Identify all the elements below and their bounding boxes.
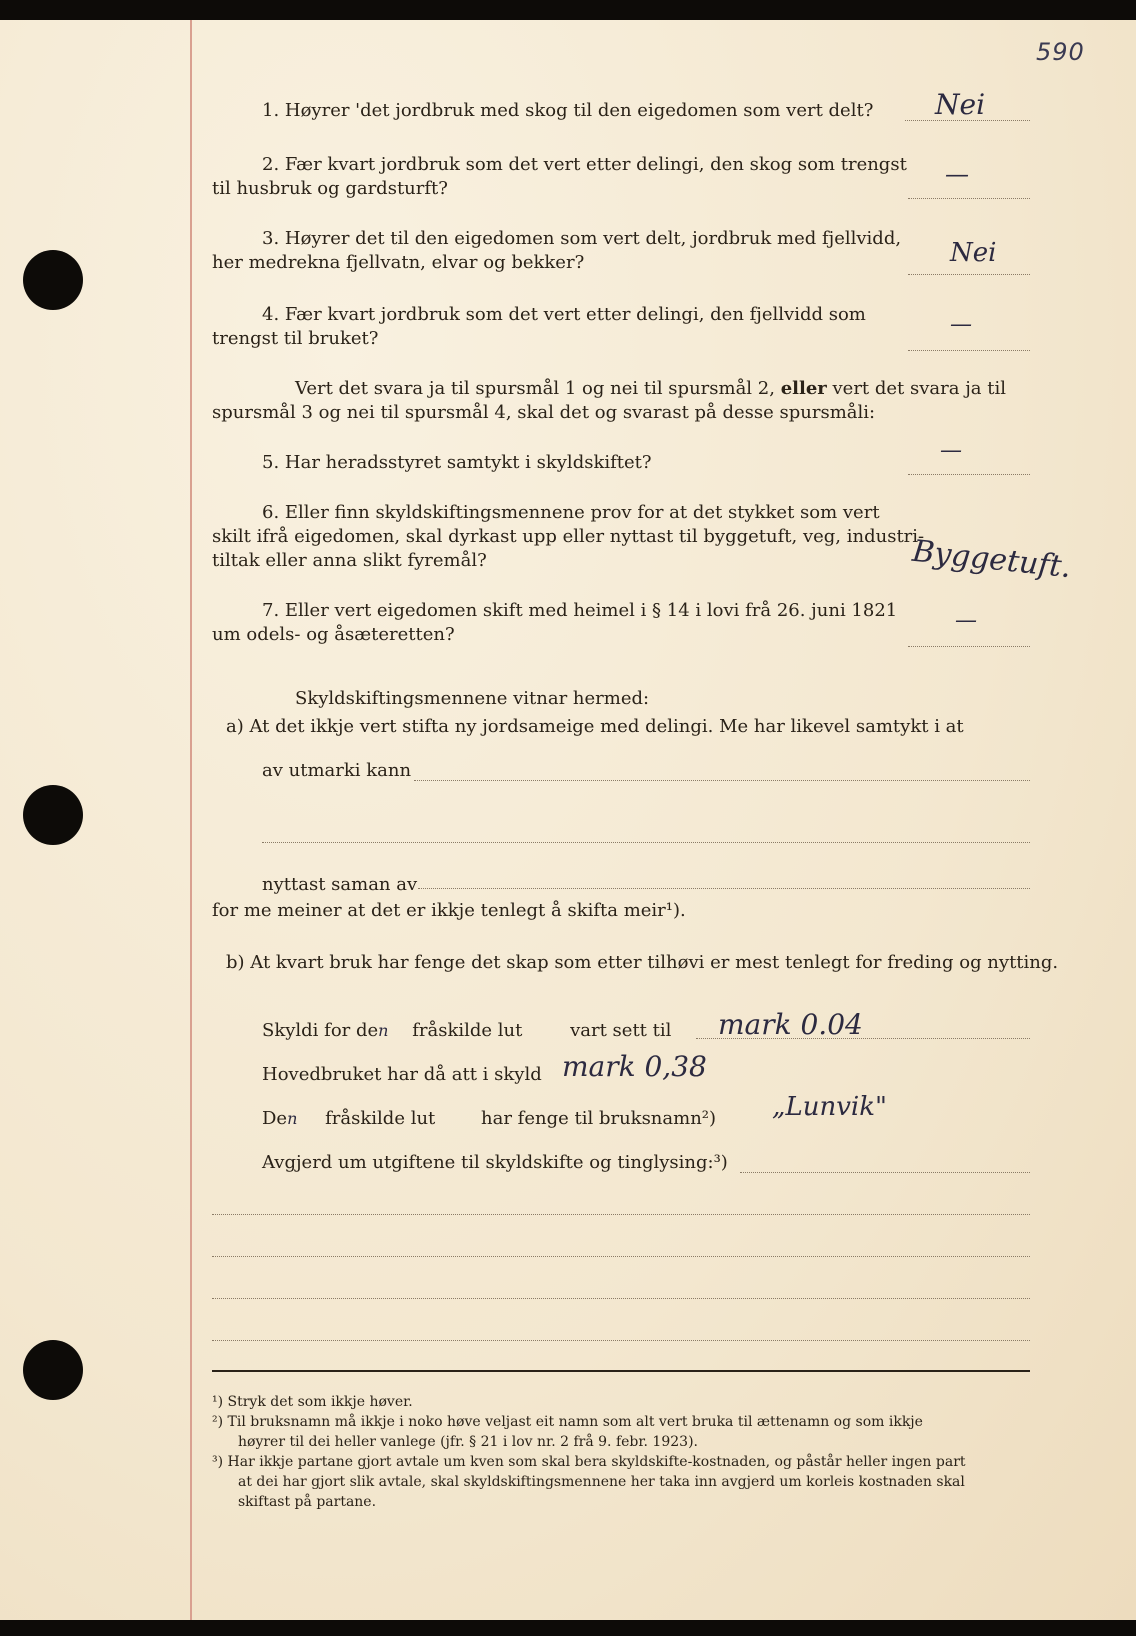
instruction-line1 <box>295 378 1006 400</box>
question-1: 1. Høyrer 'det jordbruk med skog til den eigedomen som vert delt? <box>262 100 874 121</box>
den-label: De <box>262 1108 288 1129</box>
answer-6: Byggetuft. <box>910 533 1073 586</box>
instruction-text: vert det svara ja til <box>832 378 1006 399</box>
bruksnamn-line <box>262 1108 716 1130</box>
document-page <box>0 20 1136 1620</box>
footnote-2-line1: ²) Til bruksnamn må ikkje i noko høve veljast eit namn som alt vert bruka til ættenamn og som ikkje <box>212 1414 923 1430</box>
answer-2: — <box>945 160 969 188</box>
answer-7: — <box>955 608 977 633</box>
den-text: fråskilde lut <box>325 1108 436 1129</box>
fill-line <box>212 1298 1030 1299</box>
question-7-line1: 7. Eller vert eigedomen skift med heimel i § 14 i lovi frå 26. juni 1821 <box>262 600 898 621</box>
footnote-3-line1: ³) Har ikkje partane gjort avtale um kven som skal bera skyldskifte-kostnaden, og påstår heller ingen part <box>212 1454 966 1470</box>
answer-line <box>908 474 1030 475</box>
hovedbruket-label: Hovedbruket har då att i skyld <box>262 1064 542 1085</box>
punch-hole <box>23 1340 83 1400</box>
skyldi-line <box>262 1020 671 1042</box>
question-5: 5. Har heradsstyret samtykt i skyldskiftet? <box>262 452 652 473</box>
answer-1: Nei <box>935 88 986 121</box>
answer-line <box>908 646 1030 647</box>
instruction-emphasis: eller <box>780 378 827 399</box>
den-text: har fenge til bruksnamn²) <box>481 1108 717 1129</box>
avgjerd-label: Avgjerd um utgiftene til skyldskifte og tinglysing:³) <box>262 1152 728 1173</box>
skyldi-text: vart sett til <box>570 1020 672 1041</box>
answer-line <box>908 274 1030 275</box>
skyldi-label: Skyldi for de <box>262 1020 379 1041</box>
page-number: 590 <box>1036 38 1085 66</box>
witness-a-line3: nyttast saman av <box>262 874 418 895</box>
punch-hole <box>23 785 83 845</box>
footnote-3-line2: at dei har gjort slik avtale, skal skyldskiftingsmennene her taka inn avgjerd um korleis kostnaden skal <box>238 1474 965 1490</box>
instruction-line2: spursmål 3 og nei til spursmål 4, skal det og svarast på desse spursmåli: <box>212 402 876 423</box>
question-2-line2: til husbruk og gardsturft? <box>212 178 448 199</box>
answer-5: — <box>940 438 962 463</box>
punch-hole <box>23 250 83 310</box>
footnote-3-line3: skiftast på partane. <box>238 1494 377 1510</box>
question-3-line2: her medrekna fjellvatn, elvar og bekker? <box>212 252 585 273</box>
skyldi-pronoun-handwriting: n <box>378 1021 389 1040</box>
answer-4: — <box>950 312 972 337</box>
hovedbruket-value: mark 0,38 <box>562 1050 707 1083</box>
question-6-line2: skilt ifrå eigedomen, skal dyrkast upp eller nyttast til byggetuft, veg, industri- <box>212 526 925 547</box>
question-7-line2: um odels- og åsæteretten? <box>212 624 455 645</box>
fill-line <box>262 842 1030 843</box>
witness-heading: Skyldskiftingsmennene vitnar hermed: <box>295 688 650 709</box>
question-4-line2: trengst til bruket? <box>212 328 379 349</box>
bruksnamn-value: „Lunvik" <box>772 1092 887 1122</box>
footnote-1: ¹) Stryk det som ikkje høver. <box>212 1394 413 1410</box>
witness-a-line2: av utmarki kann <box>262 760 412 781</box>
footnote-2-line2: høyrer til dei heller vanlege (jfr. § 21 i lov nr. 2 frå 9. febr. 1923). <box>238 1434 698 1450</box>
fill-line <box>212 1340 1030 1341</box>
instruction-text: Vert det svara ja til spursmål 1 og nei til spursmål 2, <box>295 378 775 399</box>
fill-line <box>212 1256 1030 1257</box>
question-6-line3: tiltak eller anna slikt fyremål? <box>212 550 487 571</box>
witness-b-line1: b) At kvart bruk har fenge det skap som etter tilhøvi er mest tenlegt for freding og nytting. <box>226 952 1059 973</box>
answer-line <box>908 198 1030 199</box>
margin-line <box>190 20 192 1620</box>
skyldi-text: fråskilde lut <box>412 1020 523 1041</box>
answer-3: Nei <box>950 238 997 268</box>
question-4-line1: 4. Fær kvart jordbruk som det vert etter delingi, den fjellvidd som <box>262 304 866 325</box>
den-pronoun-handwriting: n <box>287 1109 298 1128</box>
question-3-line1: 3. Høyrer det til den eigedomen som vert delt, jordbruk med fjellvidd, <box>262 228 902 249</box>
fill-line <box>740 1172 1030 1173</box>
fill-line <box>418 888 1030 889</box>
question-6-line1: 6. Eller finn skyldskiftingsmennene prov for at det stykket som vert <box>262 502 880 523</box>
answer-line <box>908 350 1030 351</box>
fill-line <box>212 1214 1030 1215</box>
skyldi-value: mark 0.04 <box>718 1008 863 1041</box>
witness-a-line1: a) At det ikkje vert stifta ny jordsameige med delingi. Me har likevel samtykt i at <box>226 716 964 737</box>
question-2-line1: 2. Fær kvart jordbruk som det vert etter delingi, den skog som trengst <box>262 154 907 175</box>
footnote-rule <box>212 1370 1030 1372</box>
fill-line <box>414 780 1030 781</box>
witness-a-line4: for me meiner at det er ikkje tenlegt å skifta meir¹). <box>212 900 686 921</box>
